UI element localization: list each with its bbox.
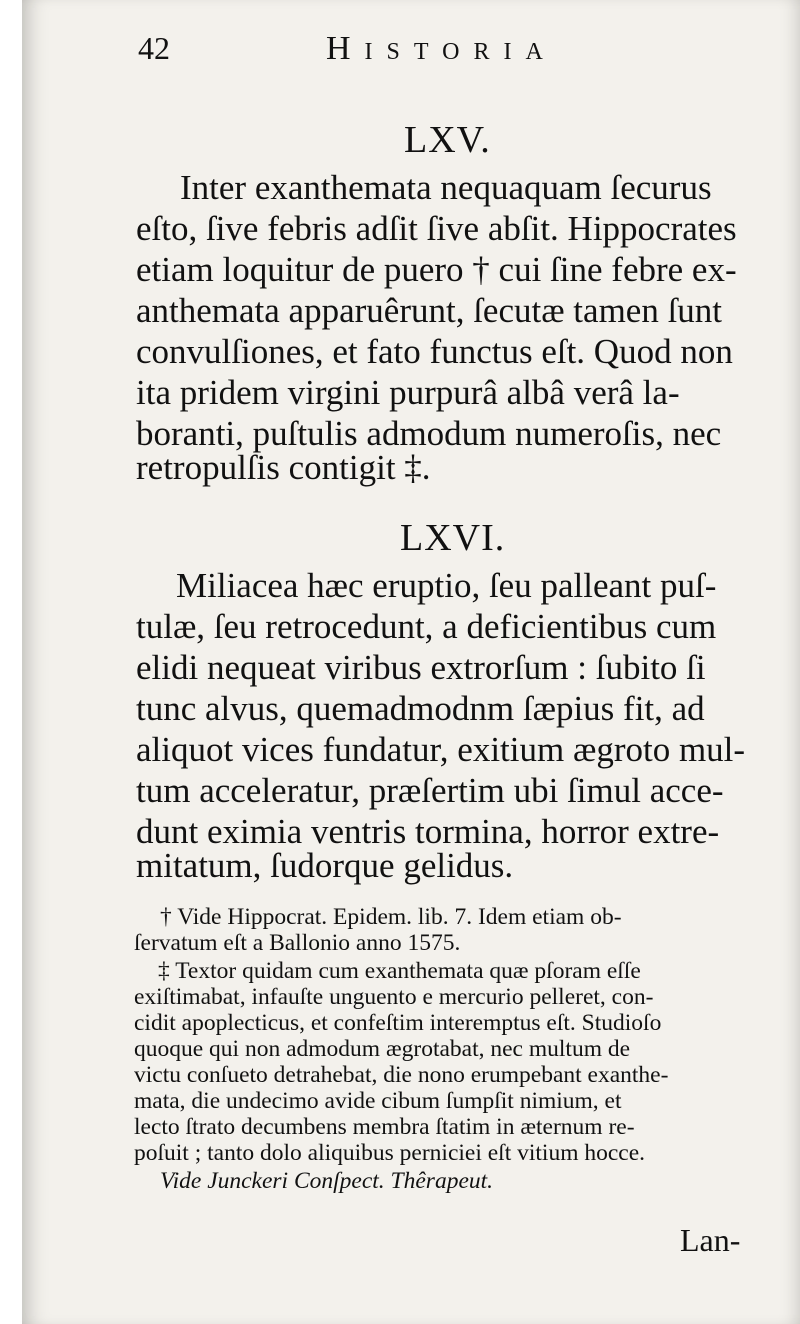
body-line: ita pridem virgini purpurâ albâ verâ la- [136, 373, 680, 412]
page-number: 42 [138, 30, 170, 66]
body-line: tum acceleratur, præſertim ubi ſimul acce- [136, 771, 724, 810]
body-line: Miliacea hæc eruptio, ſeu palleant puſ- [176, 566, 717, 605]
body-line: tunc alvus, quemadmodnm ſæpius fit, ad [136, 689, 705, 728]
body-line: retropulſis contigit ‡. [136, 448, 431, 487]
catchword: Lan- [680, 1222, 741, 1258]
footnote-line: lecto ſtrato decumbens membra ſtatim in æternum re- [134, 1114, 635, 1140]
section-heading: LXVI. [400, 517, 506, 559]
footnote-line: mata, die undecimo avide cibum ſumpſit nimium, et [134, 1088, 622, 1114]
footnote-line: † Vide Hippocrat. Epidem. lib. 7. Idem etiam ob- [160, 904, 622, 930]
body-line: boranti, puſtulis admodum numeroſis, nec [136, 414, 722, 453]
body-line: tulæ, ſeu retrocedunt, a deficientibus cum [136, 607, 717, 646]
body-line: elidi nequeat viribus extrorſum : ſubito ſi [136, 648, 706, 687]
body-line: anthemata apparuêrunt, ſecutæ tamen ſunt [136, 291, 723, 330]
body-line: Inter exanthemata nequaquam ſecurus [180, 168, 712, 207]
footnote-line: exiſtimabat, infauſte unguento e mercurio pelleret, con- [134, 984, 654, 1010]
footnote-line: ‡ Textor quidam cum exanthemata quæ pſoram eſſe [158, 958, 641, 984]
footnote-line: victu conſueto detrahebat, die nono erumpebant exanthe- [134, 1062, 669, 1088]
footnote-line: poſuit ; tanto dolo aliquibus perniciei eſt vitium hocce. [134, 1140, 646, 1166]
footnote-line: ſervatum eſt a Ballonio anno 1575. [134, 930, 461, 956]
footnote-citation: Vide Junckeri Conſpect. Thêrapeut. [160, 1168, 494, 1194]
body-line: mitatum, ſudorque gelidus. [136, 846, 514, 885]
page-gutter [0, 0, 22, 1324]
section-heading: LXV. [404, 119, 491, 161]
footnote-line: cidit apoplecticus, et confeſtim interemptus eſt. Studioſo [134, 1010, 662, 1036]
body-line: convulſiones, et fato functus eſt. Quod non [136, 332, 733, 371]
footnote-line: quoque qui non admodum ægrotabat, nec multum de [134, 1036, 631, 1062]
body-line: etiam loquitur de puero † cui ſine febre ex- [136, 250, 737, 289]
running-title: Historia [326, 30, 557, 67]
body-line: eſto, ſive febris adſit ſive abſit. Hippocrates [136, 209, 737, 248]
body-line: dunt eximia ventris tormina, horror extre- [136, 812, 720, 851]
body-line: aliquot vices fundatur, exitium ægroto mul- [136, 730, 746, 769]
